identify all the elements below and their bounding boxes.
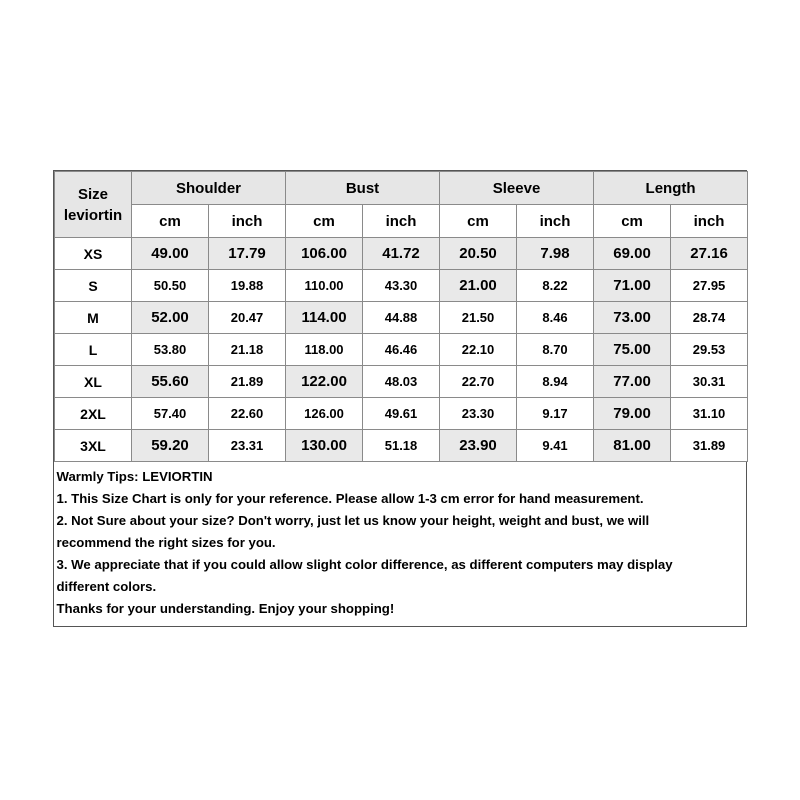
measurement-cell: 21.89 — [209, 366, 286, 398]
measurement-cell: 71.00 — [594, 270, 671, 302]
measurement-cell: 73.00 — [594, 302, 671, 334]
table-row — [55, 366, 748, 398]
unit-header-cm: cm — [132, 205, 209, 238]
measurement-cell: 130.00 — [286, 430, 363, 462]
tip-2-line2: recommend the right sizes for you. — [56, 535, 276, 550]
tips-cell — [55, 462, 748, 627]
size-column-header — [55, 172, 132, 238]
size-header-line2: leviortin — [63, 206, 123, 224]
measurement-cell: 21.18 — [209, 334, 286, 366]
measurement-cell: 23.31 — [209, 430, 286, 462]
unit-header-inch: inch — [517, 205, 594, 238]
tip-1: 1. This Size Chart is only for your reference. Please allow 1-3 cm error for hand measurement. — [56, 491, 644, 506]
measurement-cell: 8.70 — [517, 334, 594, 366]
measurement-cell: 69.00 — [594, 238, 671, 270]
size-label: 3XL — [55, 430, 132, 462]
tips-row — [55, 462, 748, 627]
measurement-cell: 19.88 — [209, 270, 286, 302]
table-row — [55, 238, 748, 270]
tip-3-line2: different colors. — [56, 579, 157, 594]
measurement-cell: 49.00 — [132, 238, 209, 270]
measurement-cell: 106.00 — [286, 238, 363, 270]
unit-header-cm: cm — [440, 205, 517, 238]
size-label: XS — [55, 238, 132, 270]
measurement-cell: 49.61 — [363, 398, 440, 430]
measurement-cell: 27.95 — [671, 270, 748, 302]
header-row-groups — [55, 172, 748, 205]
measurement-cell: 50.50 — [132, 270, 209, 302]
table-row — [55, 430, 748, 462]
measurement-cell: 75.00 — [594, 334, 671, 366]
size-table — [54, 171, 748, 626]
measurement-cell: 21.00 — [440, 270, 517, 302]
group-header-bust: Bust — [286, 172, 440, 205]
measurement-cell: 28.74 — [671, 302, 748, 334]
measurement-cell: 30.31 — [671, 366, 748, 398]
measurement-cell: 22.70 — [440, 366, 517, 398]
measurement-cell: 48.03 — [363, 366, 440, 398]
size-label: XL — [55, 366, 132, 398]
measurement-cell: 22.10 — [440, 334, 517, 366]
table-row — [55, 302, 748, 334]
tips-block — [55, 462, 748, 626]
measurement-cell: 20.47 — [209, 302, 286, 334]
unit-header-cm: cm — [286, 205, 363, 238]
measurement-cell: 21.50 — [440, 302, 517, 334]
table-row — [55, 334, 748, 366]
size-header-line1: Size — [77, 185, 108, 203]
measurement-cell: 81.00 — [594, 430, 671, 462]
measurement-cell: 114.00 — [286, 302, 363, 334]
tips-title: Warmly Tips: LEVIORTIN — [56, 469, 213, 484]
measurement-cell: 31.10 — [671, 398, 748, 430]
measurement-cell: 126.00 — [286, 398, 363, 430]
measurement-cell: 122.00 — [286, 366, 363, 398]
measurement-cell: 51.18 — [363, 430, 440, 462]
measurement-cell: 110.00 — [286, 270, 363, 302]
group-header-length: Length — [594, 172, 748, 205]
measurement-cell: 7.98 — [517, 238, 594, 270]
tip-3-line1: 3. We appreciate that if you could allow slight color difference, as different computers may display — [56, 557, 673, 572]
measurement-cell: 23.30 — [440, 398, 517, 430]
table-row — [55, 398, 748, 430]
size-label: M — [55, 302, 132, 334]
measurement-cell: 77.00 — [594, 366, 671, 398]
table-row — [55, 270, 748, 302]
measurement-cell: 20.50 — [440, 238, 517, 270]
measurement-cell: 23.90 — [440, 430, 517, 462]
size-label: S — [55, 270, 132, 302]
unit-header-inch: inch — [363, 205, 440, 238]
measurement-cell: 31.89 — [671, 430, 748, 462]
measurement-cell: 8.94 — [517, 366, 594, 398]
measurement-cell: 79.00 — [594, 398, 671, 430]
measurement-cell: 59.20 — [132, 430, 209, 462]
measurement-cell: 29.53 — [671, 334, 748, 366]
measurement-cell: 53.80 — [132, 334, 209, 366]
measurement-cell: 41.72 — [363, 238, 440, 270]
measurement-cell: 52.00 — [132, 302, 209, 334]
measurement-cell: 57.40 — [132, 398, 209, 430]
measurement-cell: 8.46 — [517, 302, 594, 334]
tips-thanks: Thanks for your understanding. Enjoy your shopping! — [56, 601, 395, 616]
measurement-cell: 9.17 — [517, 398, 594, 430]
size-chart — [53, 170, 747, 627]
measurement-cell: 43.30 — [363, 270, 440, 302]
measurement-cell: 46.46 — [363, 334, 440, 366]
measurement-cell: 9.41 — [517, 430, 594, 462]
measurement-cell: 22.60 — [209, 398, 286, 430]
measurement-cell: 44.88 — [363, 302, 440, 334]
unit-header-inch: inch — [671, 205, 748, 238]
header-row-units — [55, 205, 748, 238]
size-label: L — [55, 334, 132, 366]
unit-header-inch: inch — [209, 205, 286, 238]
measurement-cell: 17.79 — [209, 238, 286, 270]
measurement-cell: 27.16 — [671, 238, 748, 270]
size-label: 2XL — [55, 398, 132, 430]
measurement-cell: 8.22 — [517, 270, 594, 302]
tip-2-line1: 2. Not Sure about your size? Don't worry, just let us know your height, weight and bust, we will — [56, 513, 650, 528]
unit-header-cm: cm — [594, 205, 671, 238]
group-header-sleeve: Sleeve — [440, 172, 594, 205]
measurement-cell: 55.60 — [132, 366, 209, 398]
group-header-shoulder: Shoulder — [132, 172, 286, 205]
measurement-cell: 118.00 — [286, 334, 363, 366]
